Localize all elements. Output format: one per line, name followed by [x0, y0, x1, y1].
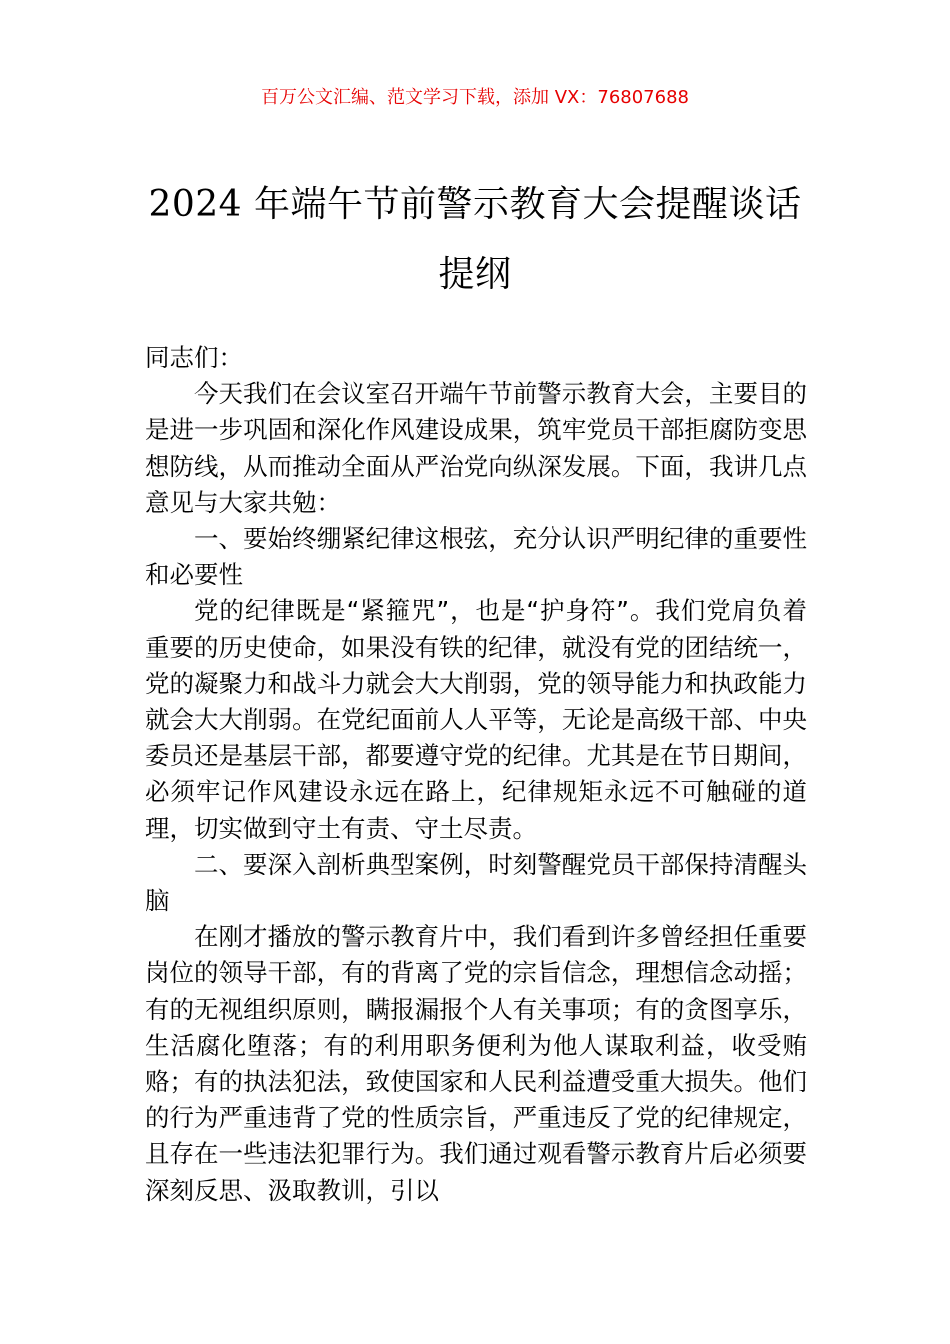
section-heading-2: 二、要深入剖析典型案例，时刻警醒党员干部保持清醒头脑 [145, 849, 807, 916]
document-body [145, 340, 807, 1209]
promo-header: 百万公文汇编、范文学习下载，添加 VX：76807688 [261, 87, 689, 108]
document-title: 2024 年端午节前警示教育大会提醒谈话提纲 [148, 184, 802, 295]
paragraph-discipline: 党的纪律既是“紧箍咒”，也是“护身符”。我们党肩负着重要的历史使命，如果没有铁的纪律，就没有党的团结统一，党的凝聚力和战斗力就会大大削弱，党的领导能力和执政能力就会大大削弱。在党纪面前人人平等，无论是高级干部、中央委员还是基层干部，都要遵守党的纪律。尤其是在节日期间，必须牢记作风建设永远在路上，纪律规矩永远不可触碰的道理，切实做到守土有责、守土尽责。 [145, 596, 807, 843]
paragraph-intro: 今天我们在会议室召开端午节前警示教育大会，主要目的是进一步巩固和深化作风建设成果，筑牢党员干部拒腐防变思想防线，从而推动全面从严治党向纵深发展。下面，我讲几点意见与大家共勉： [145, 379, 807, 517]
salutation: 同志们： [145, 343, 243, 372]
section-heading-1: 一、要始终绷紧纪律这根弦，充分认识严明纪律的重要性和必要性 [145, 524, 807, 590]
paragraph-cases: 在刚才播放的警示教育片中，我们看到许多曾经担任重要岗位的领导干部，有的背离了党的宗旨信念，理想信念动摇；有的无视组织原则，瞒报漏报个人有关事项；有的贪图享乐，生活腐化堕落；有的利用职务便利为他人谋取利益，收受贿赂；有的执法犯法，致使国家和人民利益遭受重大损失。他们的行为严重违背了党的性质宗旨，严重违反了党的纪律规定，且存在一些违法犯罪行为。我们通过观看警示教育片后必须要深刻反思、汲取教训，引以 [145, 922, 807, 1205]
